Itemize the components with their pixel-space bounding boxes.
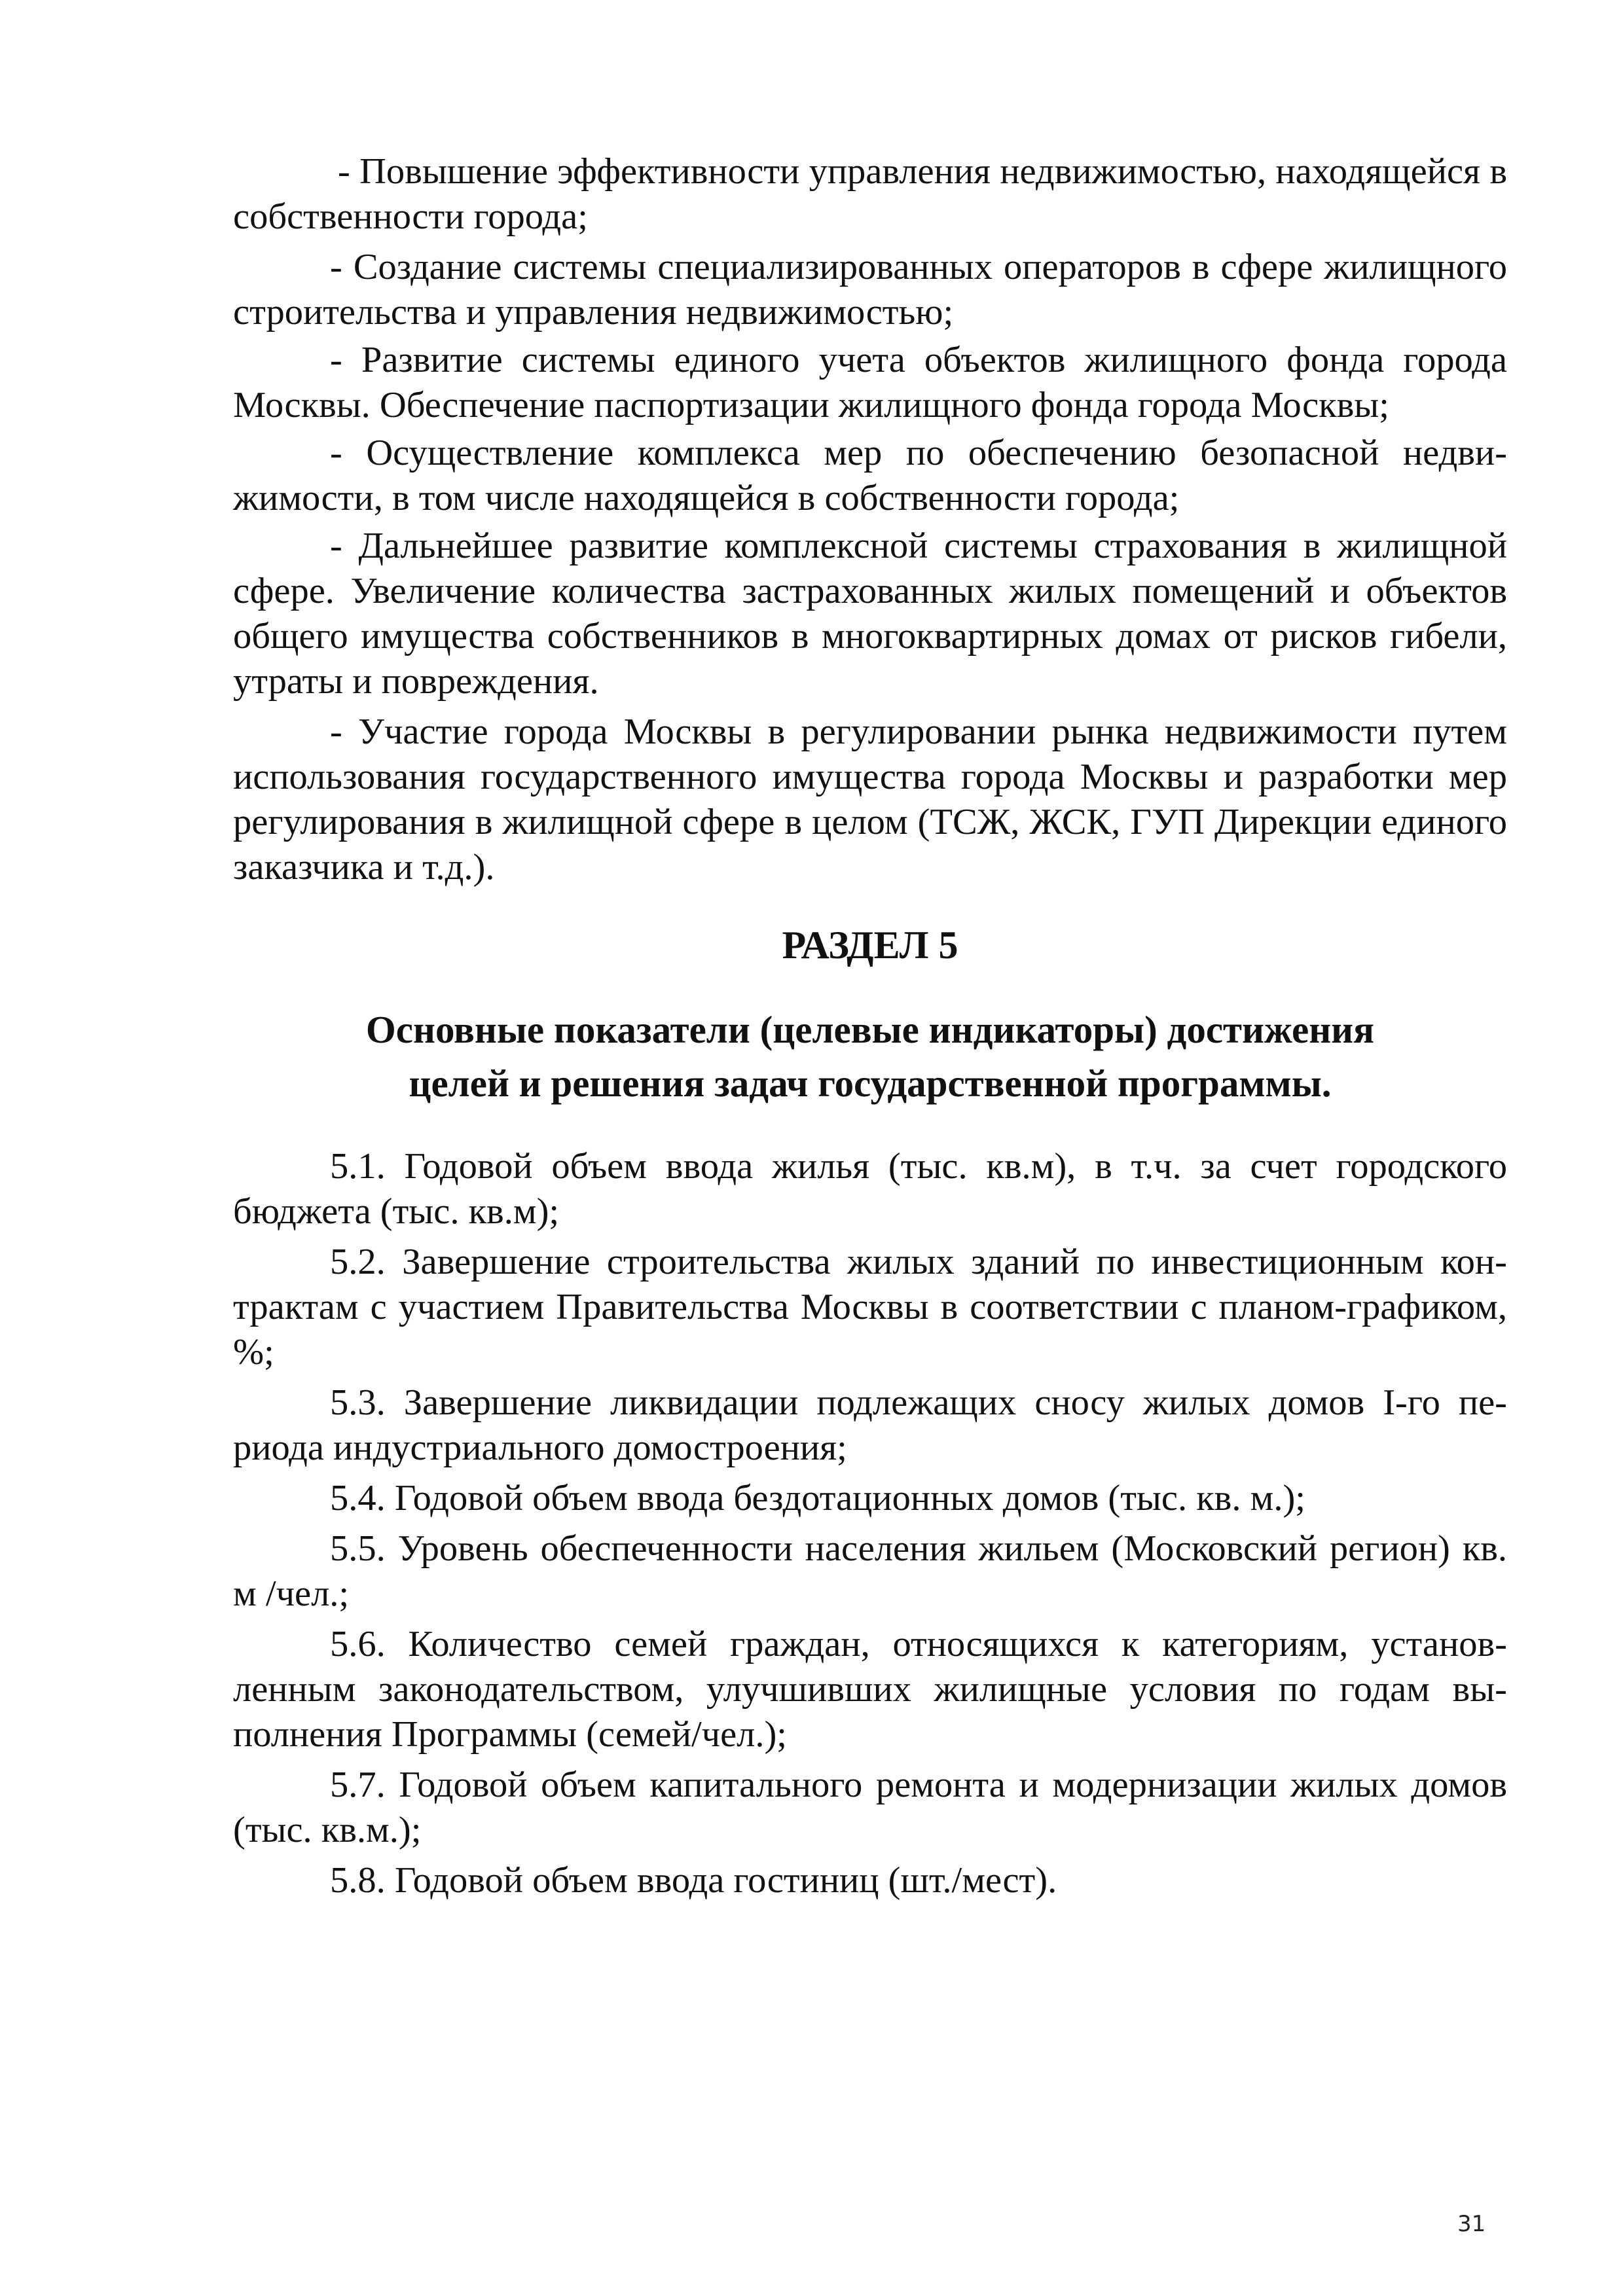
intro-item: - Повышение эффективности управления недвижимостью, находящейся в собственности города; xyxy=(233,151,1507,237)
indicator-item: 5.2. Завершение строительства жилых зданий по инвестиционным контрактам с участием Правительства Москвы в соответствии с планом-графиком, %; xyxy=(233,1242,1507,1372)
section-subtitle-line-2: целей и решения задач государственной программы. xyxy=(409,1062,1332,1105)
intro-item: - Дальнейшее развитие комплексной системы страхования в жилищной сфере. Увеличение количества застрахованных жилых помещений и объектов общего имущества собственников в многоквартирных домах от рисков гибели, утраты и повреждения. xyxy=(233,526,1507,702)
indicator-item: 5.4. Годовой объем ввода бездотационных домов (тыс. кв. м.); xyxy=(330,1478,1305,1518)
indicator-item: 5.3. Завершение ликвидации подлежащих сносу жилых домов I-го периода индустриального домостроения; xyxy=(233,1382,1507,1468)
indicators-list xyxy=(233,1144,1507,1903)
section-title: РАЗДЕЛ 5 xyxy=(782,924,958,967)
section-subtitle-line-1: Основные показатели (целевые индикаторы) достижения xyxy=(365,1008,1375,1051)
intro-item: - Создание системы специализированных операторов в сфере жилищного строительства и управления недвижимостью; xyxy=(233,247,1507,332)
indicator-item: 5.8. Годовой объем ввода гостиниц (шт./мест). xyxy=(330,1860,1057,1901)
indicator-item: 5.7. Годовой объем капитального ремонта и модернизации жилых домов (тыс. кв.м.); xyxy=(233,1765,1507,1850)
intro-list xyxy=(233,149,1507,890)
section-subtitle xyxy=(233,1003,1507,1110)
intro-item: - Осуществление комплекса мер по обеспечению безопасной недвижимости, в том числе находящейся в собственности города; xyxy=(233,433,1507,518)
page-number: 31 xyxy=(1457,2211,1486,2237)
indicator-item: 5.1. Годовой объем ввода жилья (тыс. кв.м), в т.ч. за счет городского бюджета (тыс. кв.м); xyxy=(233,1146,1507,1232)
intro-item: - Развитие системы единого учета объектов жилищного фонда города Москвы. Обеспечение паспортизации жилищного фонда города Москвы; xyxy=(233,340,1507,425)
indicator-item: 5.6. Количество семей граждан, относящихся к категориям, установленным законодательством, улучшивших жилищные условия по годам выполнения Программы (семей/чел.); xyxy=(233,1624,1507,1755)
intro-item: - Участие города Москвы в регулировании рынка недвижимости путем использования государственного имущества города Москвы и разработки мер регулирования в жилищной сфере в целом (ТСЖ, ЖСК, ГУП Дирекции единого заказчика и т.д.). xyxy=(233,711,1507,888)
indicator-item: 5.5. Уровень обеспеченности населения жильем (Московский регион) кв. м /чел.; xyxy=(233,1528,1507,1614)
